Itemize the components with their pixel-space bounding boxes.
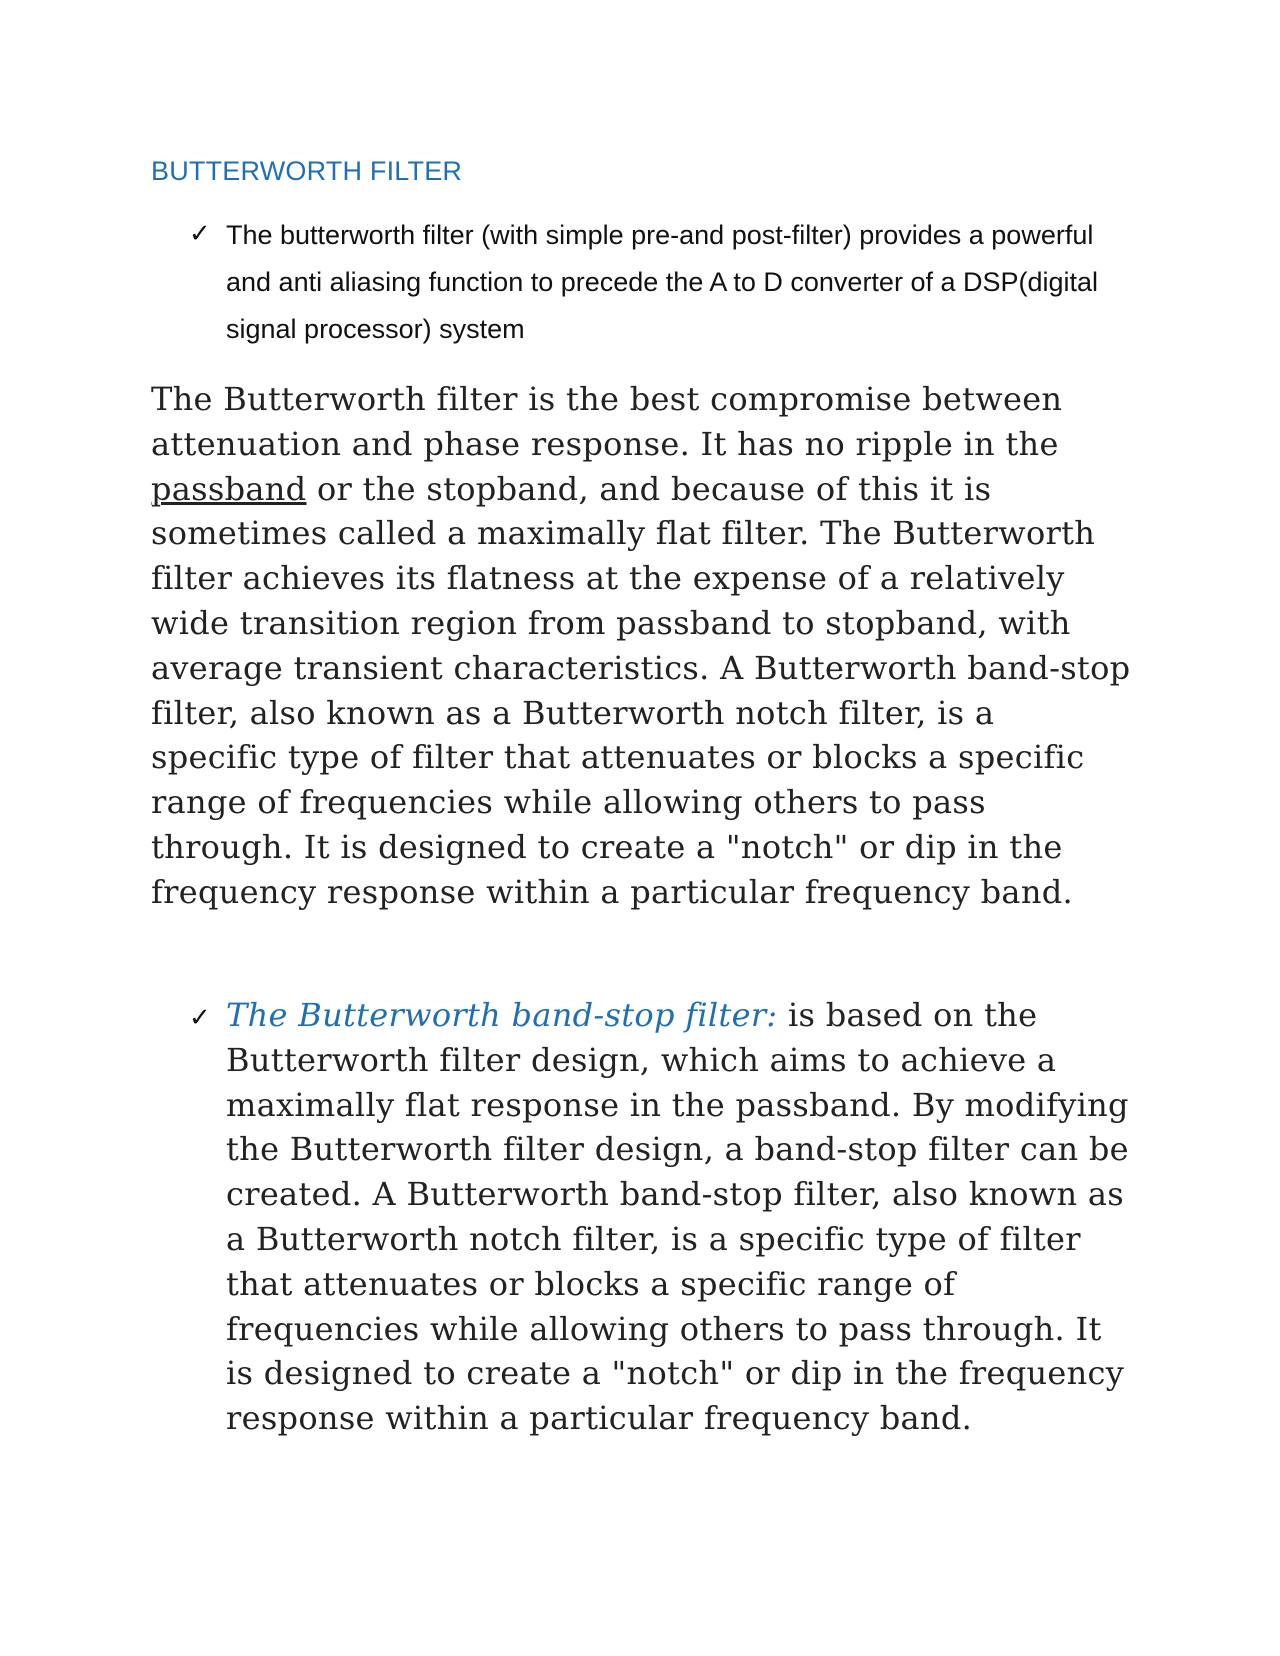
paragraph-text-start: The Butterworth filter is the best compromise between attenuation and phase response. It has no ripple in the (151, 380, 1063, 463)
list-item-body: is based on the Butterworth filter design, which aims to achieve a maximally flat response in the passband. By modifying the Butterworth filter design, a band-stop filter can be created. A Butterworth band-stop filter, also known as a Butterworth notch filter, is a specific type of filter that attenuates or blocks a specific range of frequencies while allowing others to pass through. It is designed to create a "notch" or dip in the frequency response within a particular frequency band. (226, 996, 1129, 1438)
checkmark-icon: ✓ (189, 219, 211, 249)
checkmark-icon: ✓ (189, 1003, 211, 1033)
list-item-text (226, 993, 1131, 1441)
list-item-text: The butterworth filter (with simple pre-and post-filter) provides a powerful and anti aliasing function to precede the A to D converter of a DSP(digital signal processor) system (226, 220, 1099, 344)
body-paragraph (151, 377, 1131, 915)
page-title: BUTTERWORTH FILTER (151, 156, 463, 186)
list-item-lead: The Butterworth band-stop filter: (226, 996, 778, 1034)
list-item (151, 219, 1131, 353)
list-item (151, 996, 1131, 1441)
passband-link[interactable]: passband (151, 469, 307, 508)
paragraph-text-end: or the stopband, and because of this it is sometimes called a maximally flat filter. The Butterworth filter achieves its flatness at the expense of a relatively wide transition region from passband to stopband, with average transient characteristics. A Butterworth band-stop filter, also known as a Butterworth notch filter, is a specific type of filter that attenuates or blocks a specific range of frequencies while allowing others to pass through. It is designed to create a "notch" or dip in the frequency response within a particular frequency band. (151, 469, 1131, 911)
